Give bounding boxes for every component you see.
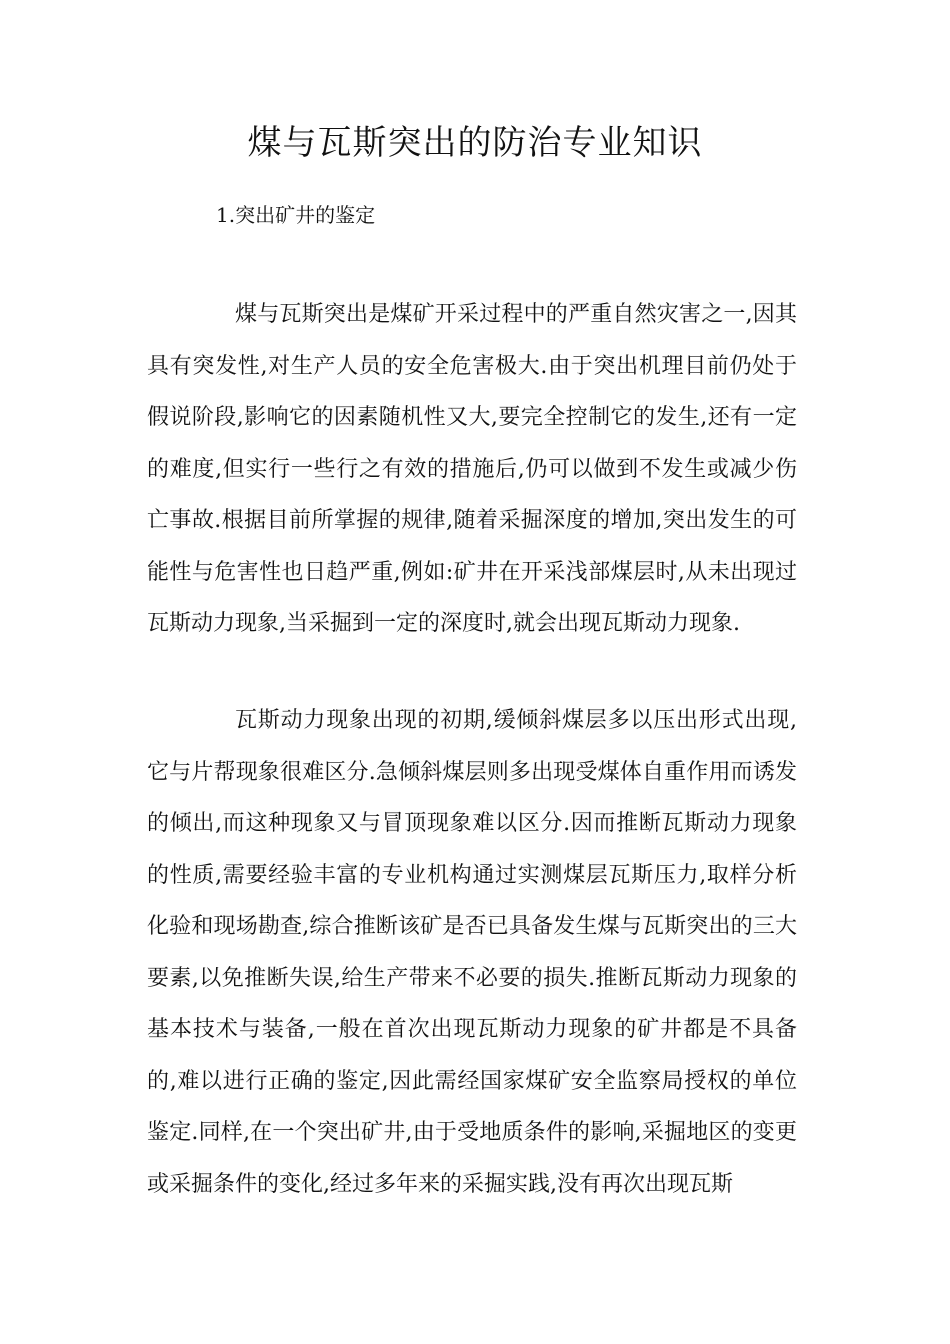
document-title: 煤与瓦斯突出的防治专业知识 — [247, 123, 703, 163]
body-paragraph: 瓦斯动力现象出现的初期,缓倾斜煤层多以压出形式出现,它与片帮现象很难区分.急倾斜煤层则多出现受煤体自重作用而诱发的倾出,而这种现象又与冒顶现象难以区分.因而推断瓦斯动力现象的性质,需要经验丰富的专业机构通过实测煤层瓦斯压力,取样分析化验和现场勘查,综合推断该矿是否已具备发生煤与瓦斯突出的三大要素,以免推断失误,给生产带来不必要的损失.推断瓦斯动力现象的基本技术与装备,一般在首次出现瓦斯动力现象的矿井都是不具备的,难以进行正确的鉴定,因此需经国家煤矿安全监察局授权的单位鉴定.同样,在一个突出矿井,由于受地质条件的影响,采掘地区的变更或采掘条件的变化,经过多年来的采掘实践,没有再次出现瓦斯 — [147, 708, 797, 1197]
body-paragraph: 煤与瓦斯突出是煤矿开采过程中的严重自然灾害之一,因其具有突发性,对生产人员的安全危害极大.由于突出机理目前仍处于假说阶段,影响它的因素随机性又大,要完全控制它的发生,还有一定的难度,但实行一些行之有效的措施后,仍可以做到不发生或减少伤亡事故.根据目前所掌握的规律,随着采掘深度的增加,突出发生的可能性与危害性也日趋严重,例如:矿井在开采浅部煤层时,从未出现过瓦斯动力现象,当采掘到一定的深度时,就会出现瓦斯动力现象. — [147, 302, 797, 636]
section-heading: 1.突出矿井的鉴定 — [216, 203, 376, 227]
